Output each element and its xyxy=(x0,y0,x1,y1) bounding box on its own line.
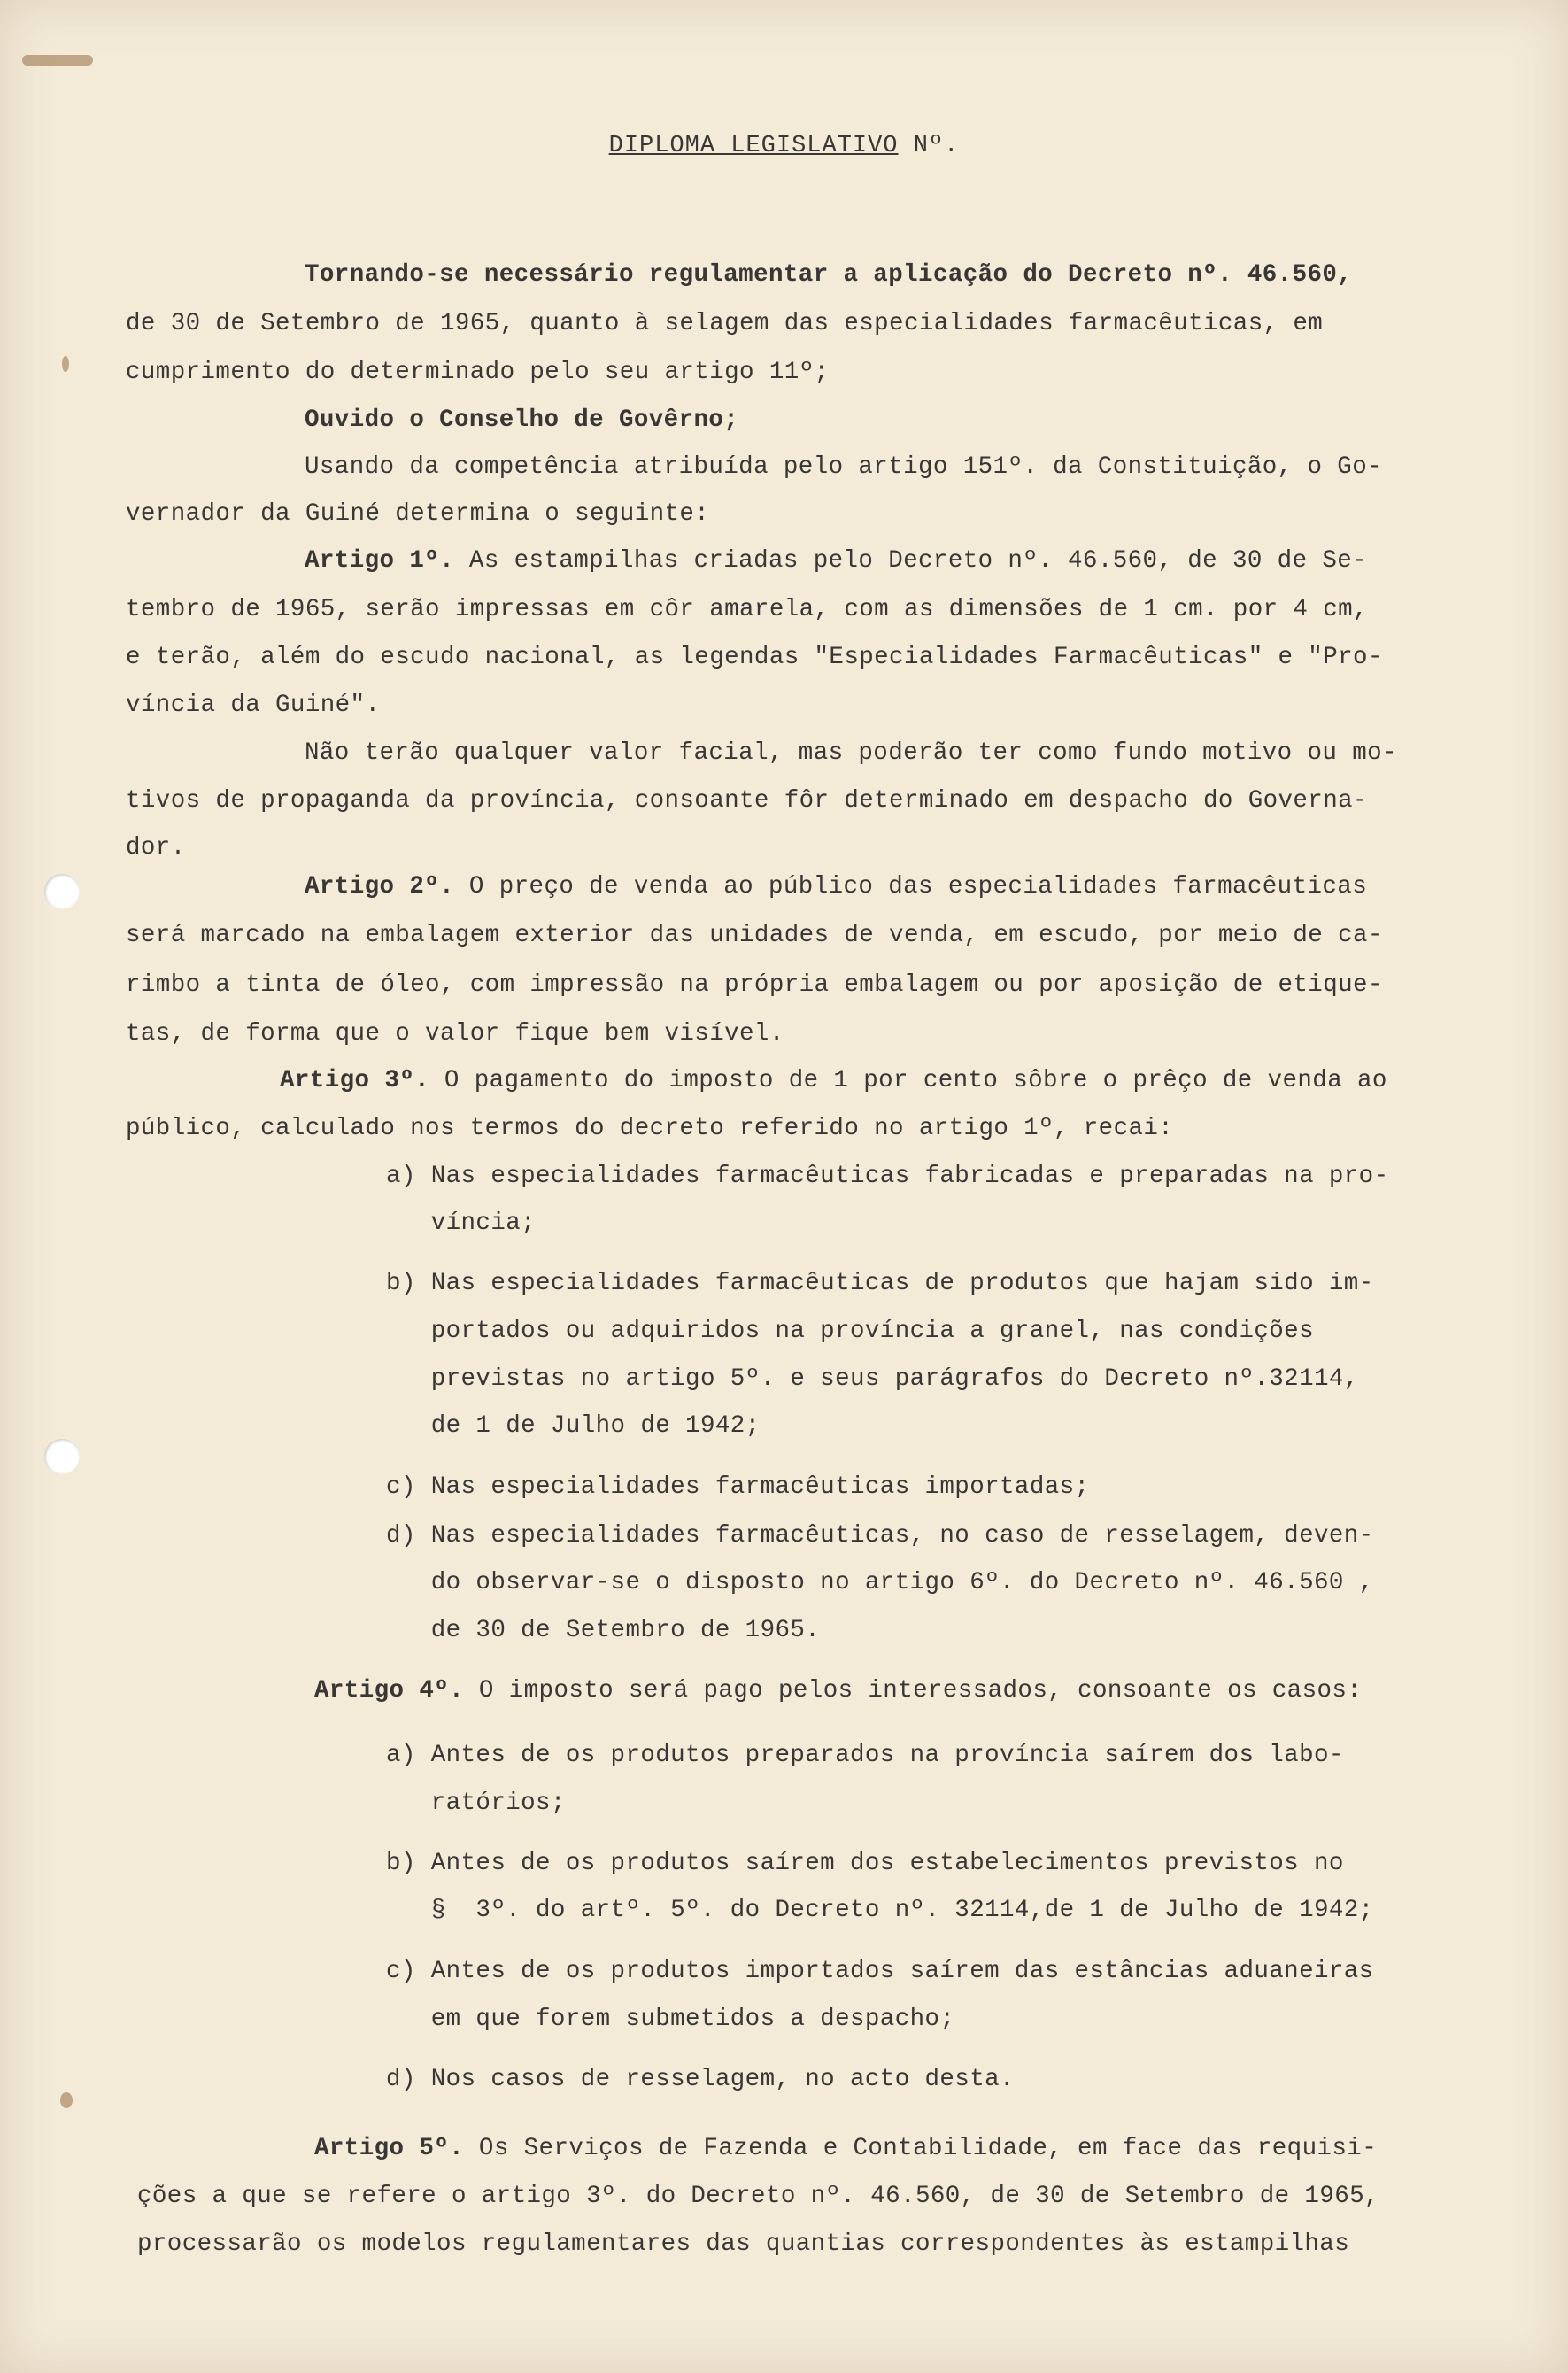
article-3-item-d: do observar-se o disposto no artigo 6º. do Decreto nº. 46.560 , xyxy=(386,1569,1374,1596)
article-3-item-c: c) Nas especialidades farmacêuticas importadas; xyxy=(386,1473,1090,1501)
article-3-label: Artigo 3º. xyxy=(280,1067,430,1094)
article-4-item-d: d) Nos casos de resselagem, no acto desta. xyxy=(386,2066,1015,2093)
article-3-item-b: portados ou adquiridos na província a granel, nas condições xyxy=(386,1318,1314,1345)
article-2-line: rimbo a tinta de óleo, com impressão na própria embalagem ou por aposição de etique- xyxy=(126,971,1383,999)
article-4-item-c: em que forem submetidos a despacho; xyxy=(386,2006,955,2033)
article-4-label: Artigo 4º. xyxy=(314,1677,465,1704)
rust-stain xyxy=(22,55,93,66)
article-1-label: Artigo 1º. xyxy=(305,547,455,575)
article-3-line: público, calculado nos termos do decreto referido no artigo 1º, recai: xyxy=(126,1115,1174,1142)
punch-hole-bottom xyxy=(44,1439,80,1474)
preamble-line: Ouvido o Conselho de Govêrno; xyxy=(305,406,739,434)
article-3-item-a: víncia; xyxy=(386,1210,537,1237)
article-3-item-d: de 30 de Setembro de 1965. xyxy=(386,1617,821,1644)
article-4-item-a: ratórios; xyxy=(386,1789,566,1817)
article-4-item-c: c) Antes de os produtos importados saírem das estâncias aduaneiras xyxy=(386,1958,1374,1985)
article-2-line: Artigo 2º. O preço de venda ao público das especialidades farmacêuticas xyxy=(305,873,1368,901)
preamble-line: Usando da competência atribuída pelo artigo 151º. da Constituição, o Go- xyxy=(305,453,1382,481)
preamble-line: de 30 de Setembro de 1965, quanto à selagem das especialidades farmacêuticas, em xyxy=(126,310,1324,337)
article-4-item-b: § 3º. do artº. 5º. do Decreto nº. 32114,de 1 de Julho de 1942; xyxy=(386,1897,1374,1924)
article-4-item-a: a) Antes de os produtos preparados na província saírem dos labo- xyxy=(386,1742,1344,1769)
preamble-line: cumprimento do determinado pelo seu artigo 11º; xyxy=(126,359,830,386)
article-1-line: tembro de 1965, serão impressas em côr amarela, com as dimensões de 1 cm. por 4 cm, xyxy=(126,596,1368,623)
article-5-line: ções a que se refere o artigo 3º. do Decreto nº. 46.560, de 30 de Setembro de 1965, xyxy=(137,2183,1379,2210)
rust-stain xyxy=(60,2092,73,2108)
article-1-line: tivos de propaganda da província, consoante fôr determinado em despacho do Governa- xyxy=(126,787,1368,815)
article-3-item-d: d) Nas especialidades farmacêuticas, no caso de resselagem, deven- xyxy=(386,1522,1374,1550)
article-1-line: dor. xyxy=(126,834,186,862)
article-3-item-b: previstas no artigo 5º. e seus parágrafos do Decreto nº.32114, xyxy=(386,1365,1359,1393)
article-5-line: Artigo 5º. Os Serviços de Fazenda e Contabilidade, em face das requisi- xyxy=(314,2135,1378,2162)
article-4-line: Artigo 4º. O imposto será pago pelos interessados, consoante os casos: xyxy=(314,1677,1363,1704)
article-5-line: processarão os modelos regulamentares das quantias correspondentes às estampilhas xyxy=(137,2230,1350,2258)
rust-stain xyxy=(62,356,69,372)
article-4-item-b: b) Antes de os produtos saírem dos estabelecimentos previstos no xyxy=(386,1850,1344,1877)
article-1-line: e terão, além do escudo nacional, as legendas "Especialidades Farmacêuticas" e "Pro- xyxy=(126,644,1383,671)
article-1-line: víncia da Guiné". xyxy=(126,692,381,719)
article-3-line: Artigo 3º. O pagamento do imposto de 1 por cento sôbre o prêço de venda ao xyxy=(280,1067,1387,1094)
article-5-label: Artigo 5º. xyxy=(314,2135,465,2162)
article-2-label: Artigo 2º. xyxy=(305,873,455,901)
preamble-line: vernador da Guiné determina o seguinte: xyxy=(126,500,710,528)
article-3-item-b: de 1 de Julho de 1942; xyxy=(386,1412,761,1440)
article-1-line: Artigo 1º. As estampilhas criadas pelo Decreto nº. 46.560, de 30 de Se- xyxy=(305,547,1368,575)
preamble-line: Tornando-se necessário regulamentar a aplicação do Decreto nº. 46.560, xyxy=(305,261,1353,289)
article-2-line: será marcado na embalagem exterior das unidades de venda, em escudo, por meio de ca- xyxy=(126,922,1383,949)
article-3-item-a: a) Nas especialidades farmacêuticas fabricadas e preparadas na pro- xyxy=(386,1163,1389,1190)
article-3-item-b: b) Nas especialidades farmacêuticas de produtos que hajam sido im- xyxy=(386,1270,1374,1297)
punch-hole-top xyxy=(44,874,80,909)
document-heading: DIPLOMA LEGISLATIVO Nº. xyxy=(608,133,960,159)
article-1-line: Não terão qualquer valor facial, mas poderão ter como fundo motivo ou mo- xyxy=(305,739,1397,767)
article-2-line: tas, de forma que o valor fique bem visível. xyxy=(126,1020,784,1047)
